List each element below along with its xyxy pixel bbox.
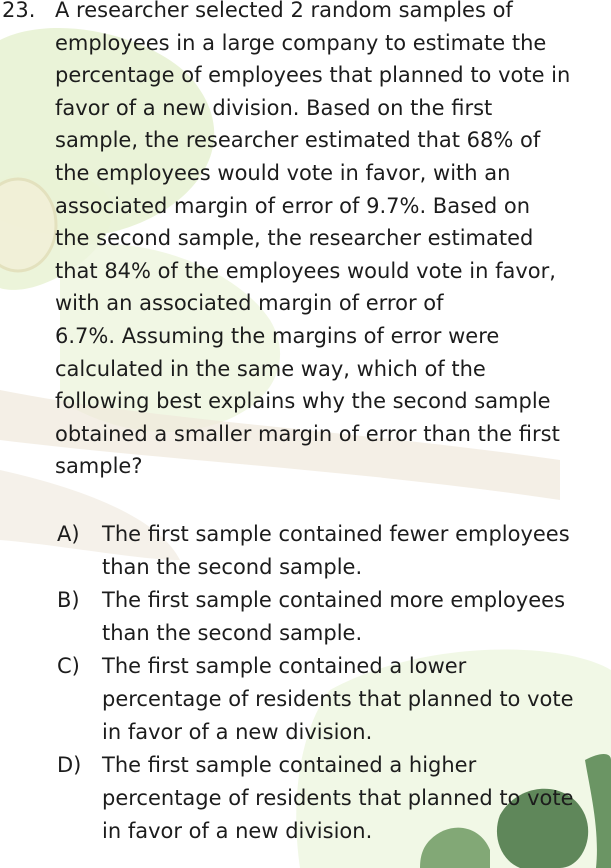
question-line: obtained a smaller margin of error than the first xyxy=(55,421,560,446)
choice-b-letter[interactable]: B) xyxy=(57,588,80,612)
choice-a-letter[interactable]: A) xyxy=(57,522,80,546)
question-line: employees in a large company to estimate the xyxy=(55,30,547,55)
question-line: associated margin of error of 9.7%. Based on xyxy=(55,193,531,218)
choice-d-letter[interactable]: D) xyxy=(57,753,82,777)
question-line: with an associated margin of error of xyxy=(55,291,444,316)
question-line: the employees would vote in favor, with an xyxy=(55,161,511,185)
question-line: sample? xyxy=(55,454,143,479)
choice-b-text[interactable]: The first sample contained more employees xyxy=(102,588,566,612)
choice-a-text[interactable]: The first sample contained fewer employees xyxy=(102,522,570,546)
question-line: percentage of employees that planned to vote in xyxy=(55,63,571,88)
choice-c-letter[interactable]: C) xyxy=(57,654,80,678)
choice-c-text[interactable]: The first sample contained a lower xyxy=(102,654,467,678)
question-line: 6.7%. Assuming the margins of error were xyxy=(55,324,500,348)
choice-b-text[interactable]: than the second sample. xyxy=(102,621,363,645)
question-line: sample, the researcher estimated that 68% of xyxy=(55,128,541,153)
choice-c-text[interactable]: in favor of a new division. xyxy=(102,720,373,744)
question-line: following best explains why the second sample xyxy=(55,389,551,414)
question-line: calculated in the same way, which of the xyxy=(55,356,486,381)
question-line: that 84% of the employees would vote in favor, xyxy=(55,258,556,283)
choice-c-text[interactable]: percentage of residents that planned to vote xyxy=(102,687,574,711)
question-line: A researcher selected 2 random samples of xyxy=(55,0,513,22)
question-line: favor of a new division. Based on the first xyxy=(55,95,493,120)
question-number: 23. xyxy=(2,0,36,22)
choice-d-text[interactable]: percentage of residents that planned to vote xyxy=(102,786,574,810)
choice-a-text[interactable]: than the second sample. xyxy=(102,555,363,579)
question-line: the second sample, the researcher estimated xyxy=(55,226,534,251)
choice-d-text[interactable]: The first sample contained a higher xyxy=(102,753,477,777)
choice-d-text[interactable]: in favor of a new division. xyxy=(102,819,373,843)
